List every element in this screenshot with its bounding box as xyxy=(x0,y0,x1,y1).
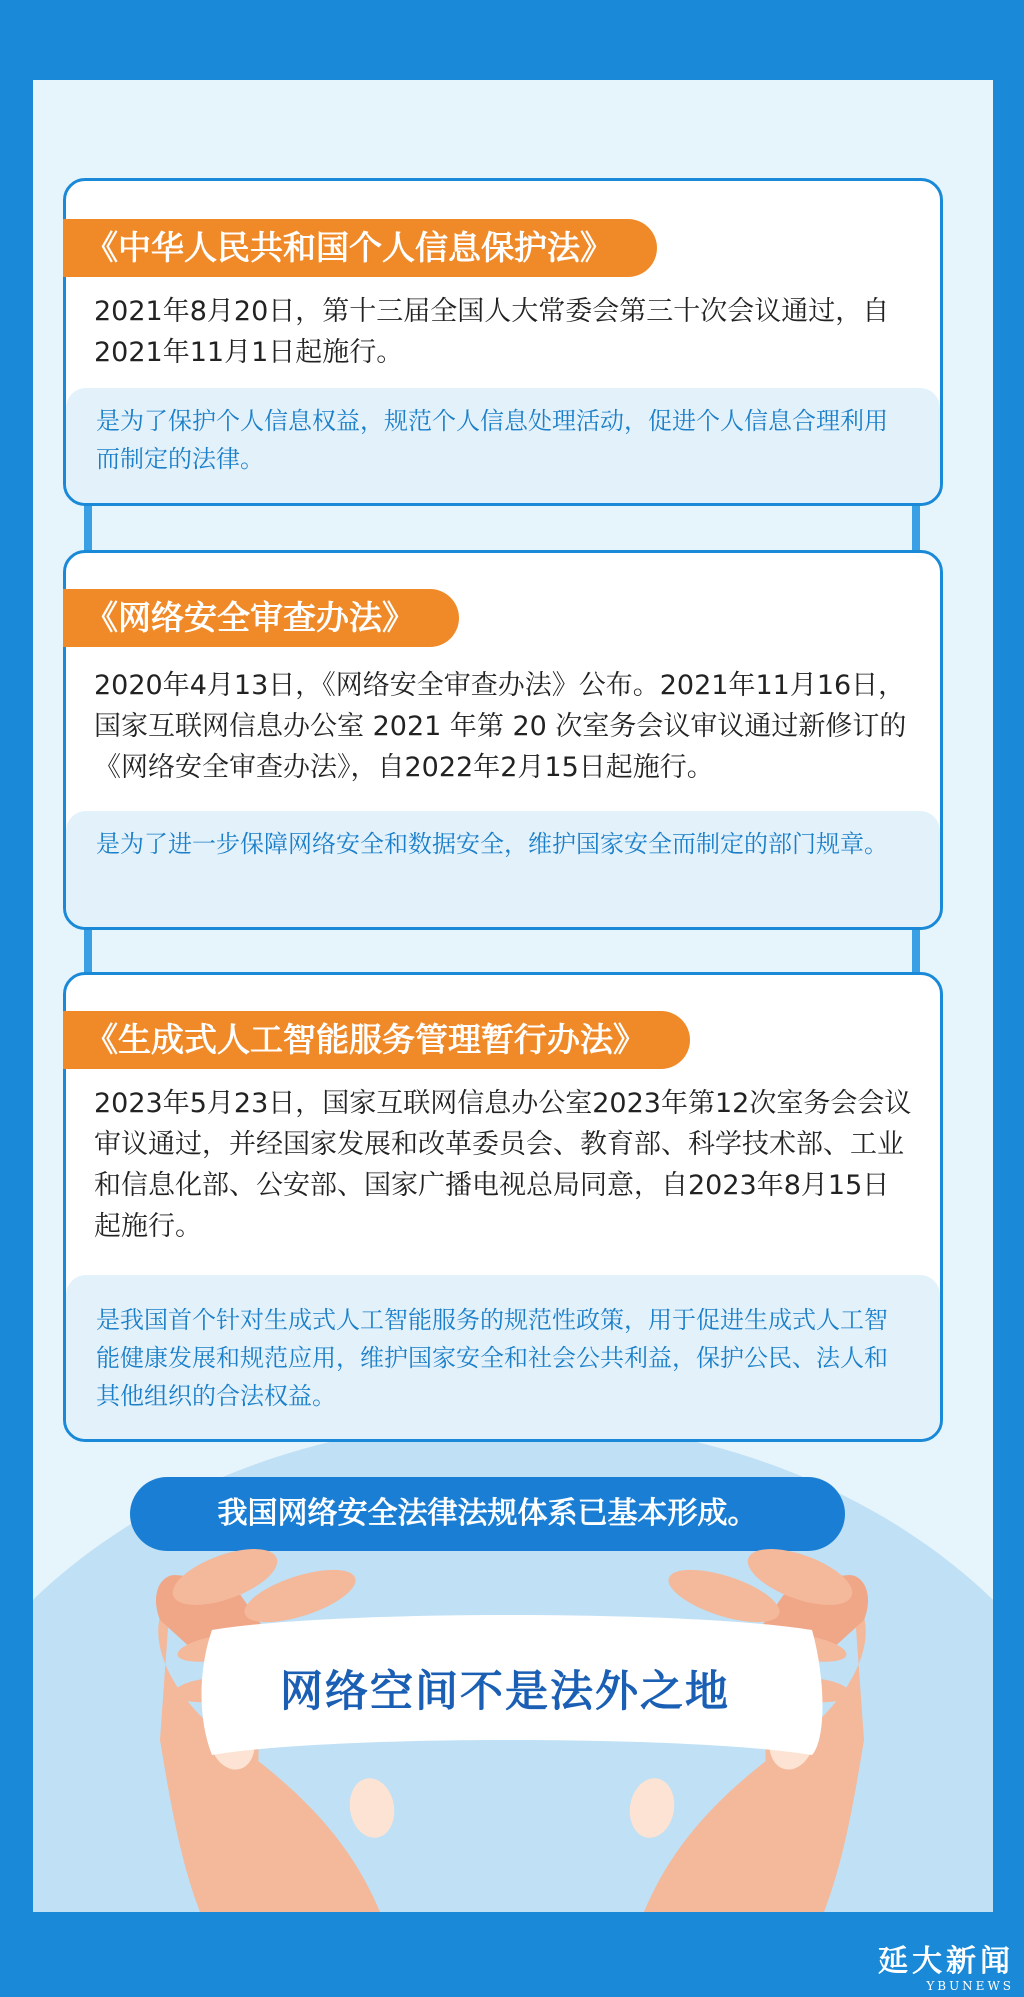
card-title: 《中华人民共和国个人信息保护法》 xyxy=(63,219,657,277)
summary-pill: 我国网络安全法律法规体系已基本形成。 xyxy=(130,1477,845,1551)
card-text: 2023年5月23日，国家互联网信息办公室2023年第12次室务会会议审议通过，并经国家发展和改革委员会、教育部、科学技术部、工业和信息化部、公安部、国家广播电视总局同意，自2023年8月15日起施行。 xyxy=(94,1088,912,1242)
ybunews-watermark xyxy=(878,1945,1014,1993)
watermark-cn: 延大新闻 xyxy=(878,1944,1014,1979)
card-text: 2021年8月20日，第十三届全国人大常委会第三十次会议通过，自2021年11月1日起施行。 xyxy=(94,296,890,368)
card-title: 《网络安全审查办法》 xyxy=(63,589,459,647)
card-title: 《生成式人工智能服务管理暂行办法》 xyxy=(63,1011,690,1069)
card-text: 2020年4月13日，《网络安全审查办法》公布。2021年11月16日，国家互联网信息办公室 2021 年第 20 次室务会议审议通过新修订的《网络安全审查办法》，自2022年2月15日起施行。 xyxy=(94,670,907,783)
watermark-en: YBUNEWS xyxy=(926,1979,1014,1993)
card-note: 是我国首个针对生成式人工智能服务的规范性政策，用于促进生成式人工智能健康发展和规范应用，维护国家安全和社会公共利益，保护公民、法人和其他组织的合法权益。 xyxy=(66,1275,940,1439)
card-note: 是为了保护个人信息权益，规范个人信息处理活动，促进个人信息合理利用而制定的法律。 xyxy=(66,388,940,503)
banner-slogan: 网络空间不是法外之地 xyxy=(280,1667,730,1717)
card-note: 是为了进一步保障网络安全和数据安全，维护国家安全而制定的部门规章。 xyxy=(66,811,940,927)
